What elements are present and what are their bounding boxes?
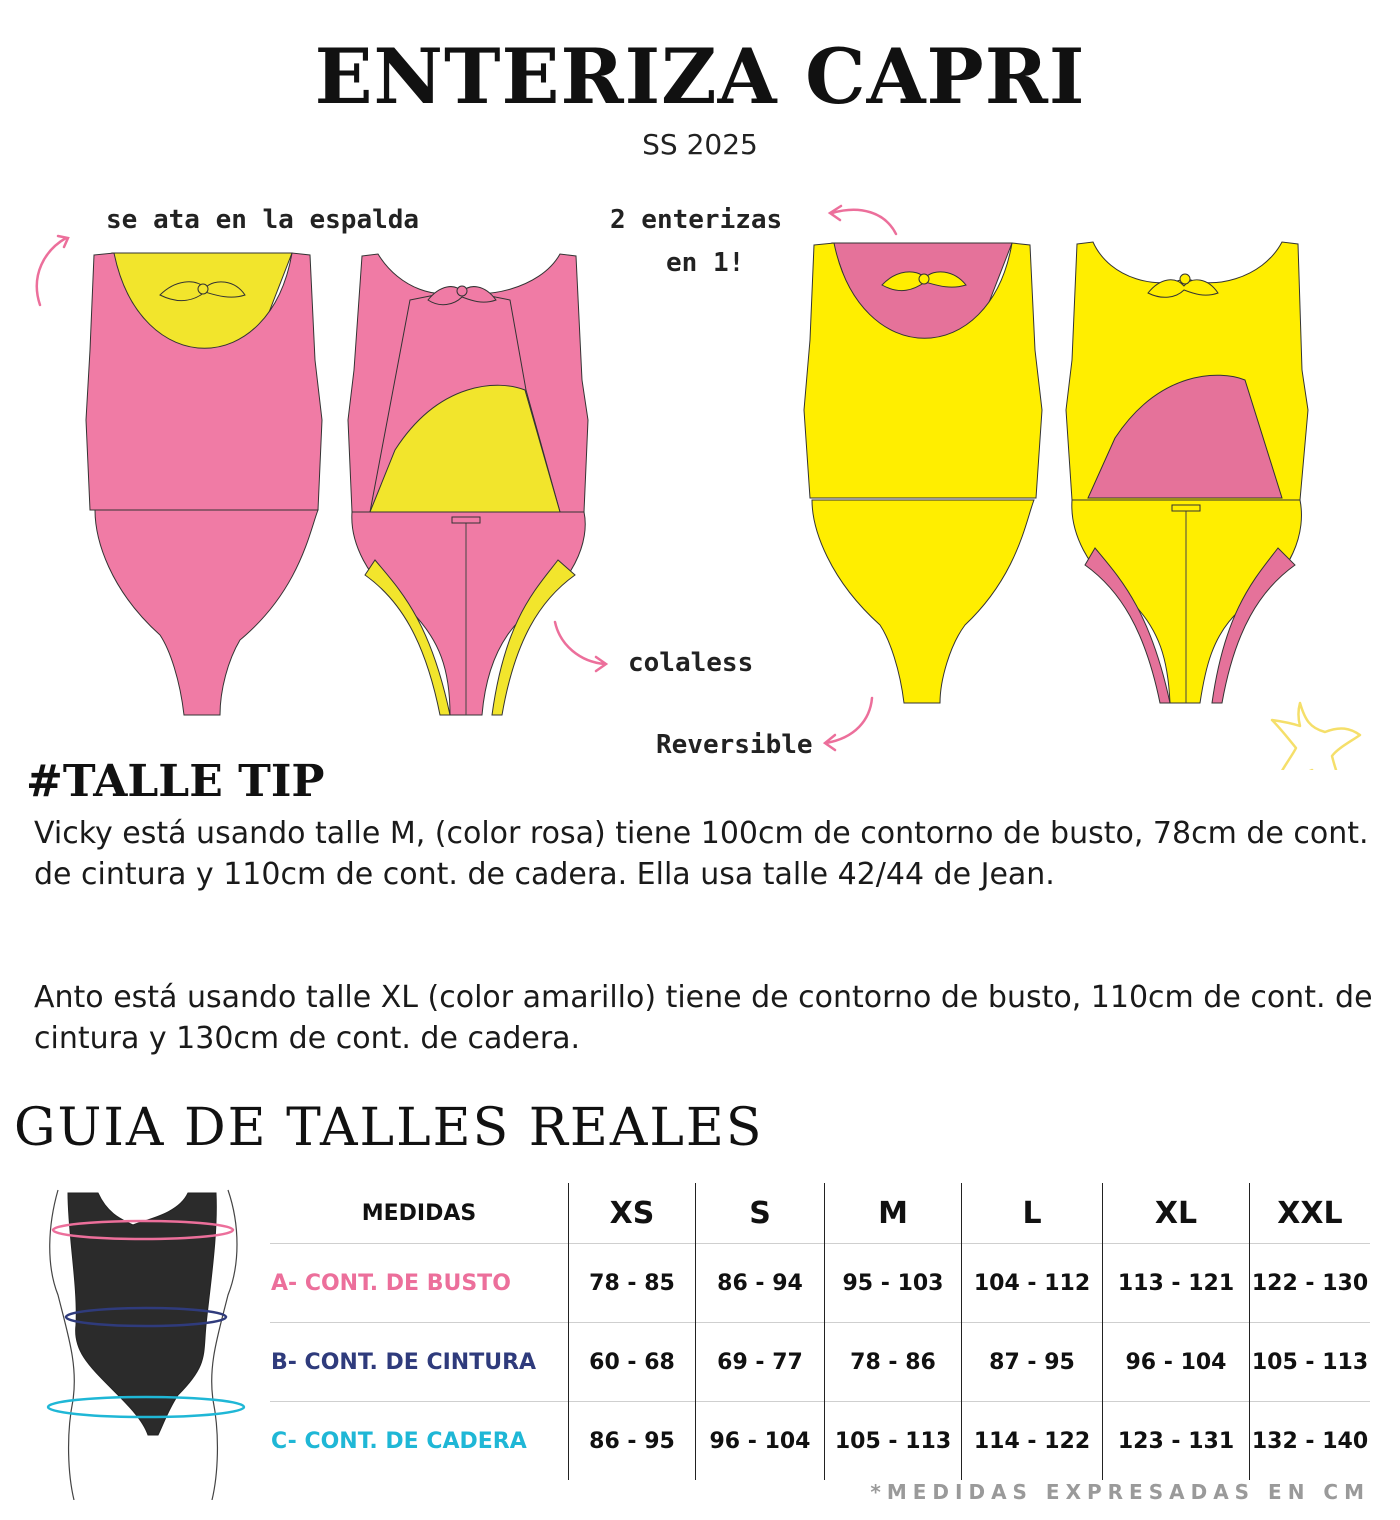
tip-paragraph-vicky: Vicky está usando talle M, (color rosa) tiene 100cm de contorno de busto, 78cm de cont. de cintura y 110cm de cont. de cadera. Ella usa talle 42/44 de Jean. <box>34 816 1369 892</box>
tip-paragraph-anto: Anto está usando talle XL (color amarillo) tiene de contorno de busto, 110cm de cont. de cintura y 130cm de cont. de cadera. <box>34 980 1373 1056</box>
table-cell: 78 - 85 <box>569 1244 696 1323</box>
note-two-in-one-1: 2 enterizas <box>610 205 783 235</box>
arrow-icon <box>825 698 872 750</box>
size-header-m: M <box>825 1183 962 1244</box>
note-reversible: Reversible <box>656 730 813 760</box>
note-two-in-one-2: en 1! <box>666 248 745 278</box>
yellow-back-swimsuit <box>1066 242 1308 703</box>
table-cell: 60 - 68 <box>569 1323 696 1402</box>
table-cell: 132 - 140 <box>1250 1402 1371 1481</box>
arrow-icon <box>555 622 606 671</box>
yellow-front-swimsuit <box>804 243 1042 703</box>
size-header-l: L <box>962 1183 1103 1244</box>
table-cell: 95 - 103 <box>825 1244 962 1323</box>
arrow-icon <box>37 236 68 305</box>
table-cell: 113 - 121 <box>1103 1244 1250 1323</box>
row-label-cadera: C- CONT. DE CADERA <box>270 1402 569 1481</box>
table-row <box>270 1402 1370 1481</box>
arrow-icon <box>830 206 896 234</box>
size-table-header <box>270 1183 1370 1244</box>
tip-heading: #TALLE TIP <box>26 756 325 807</box>
size-header-xxl: XXL <box>1250 1183 1371 1244</box>
size-header-s: S <box>696 1183 825 1244</box>
table-cell: 86 - 94 <box>696 1244 825 1323</box>
table-cell: 78 - 86 <box>825 1323 962 1402</box>
body-silhouette-icon <box>28 1185 258 1500</box>
table-cell: 96 - 104 <box>1103 1323 1250 1402</box>
size-header-xs: XS <box>569 1183 696 1244</box>
table-cell: 114 - 122 <box>962 1402 1103 1481</box>
note-colaless: colaless <box>628 648 754 678</box>
starfish-icon <box>1272 703 1360 770</box>
table-row <box>270 1244 1370 1323</box>
table-cell: 104 - 112 <box>962 1244 1103 1323</box>
size-table <box>270 1183 1370 1480</box>
row-label-cintura: B- CONT. DE CINTURA <box>270 1323 569 1402</box>
table-cell: 87 - 95 <box>962 1323 1103 1402</box>
table-row <box>270 1323 1370 1402</box>
table-cell: 105 - 113 <box>825 1402 962 1481</box>
table-cell: 69 - 77 <box>696 1323 825 1402</box>
note-tie-back: se ata en la espalda <box>106 205 420 235</box>
size-header-xl: XL <box>1103 1183 1250 1244</box>
table-cell: 122 - 130 <box>1250 1244 1371 1323</box>
footnote: *MEDIDAS EXPRESADAS EN CM <box>870 1480 1370 1504</box>
measure-header: MEDIDAS <box>361 1200 477 1226</box>
season-label: SS 2025 <box>642 128 758 161</box>
table-cell: 123 - 131 <box>1103 1402 1250 1481</box>
product-title: ENTERIZA CAPRI <box>314 32 1086 121</box>
size-guide-title: GUIA DE TALLES REALES <box>14 1098 764 1158</box>
pink-front-swimsuit <box>86 253 322 715</box>
row-label-busto: A- CONT. DE BUSTO <box>270 1244 569 1323</box>
pink-back-swimsuit <box>348 254 588 715</box>
table-cell: 105 - 113 <box>1250 1323 1371 1402</box>
table-cell: 86 - 95 <box>569 1402 696 1481</box>
table-cell: 96 - 104 <box>696 1402 825 1481</box>
